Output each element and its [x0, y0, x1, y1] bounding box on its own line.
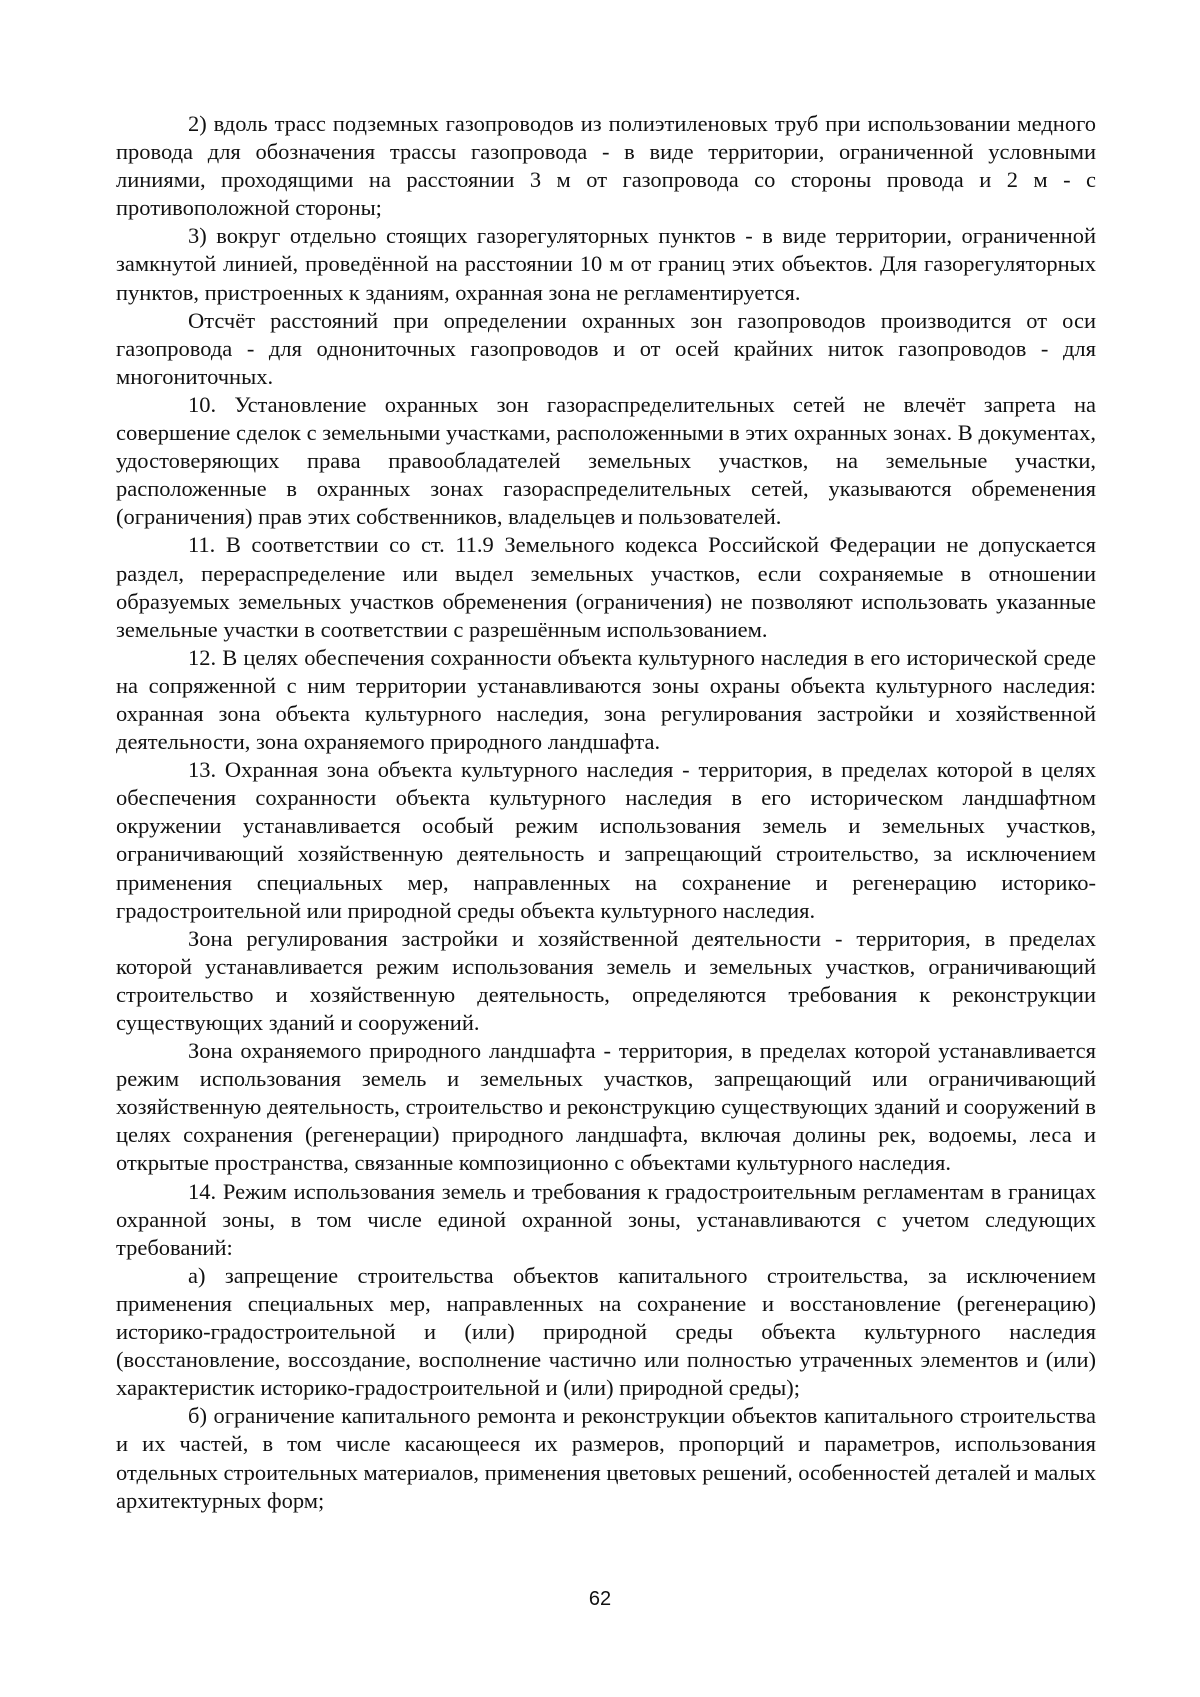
paragraph-10: 10. Установление охранных зон газораспределительных сетей не влечёт запрета на совершение сделок с земельными участками, расположенными в этих охранных зонах. В документах, удостоверяющих права правообладателей земельных участков, на земельные участки, расположенные в охранных зонах газораспределительных сетей, указываются обременения (ограничения) прав этих собственников, владельцев и пользователей.: [116, 391, 1096, 530]
paragraph-14: 14. Режим использования земель и требования к градостроительным регламентам в границах охранной зоны, в том числе единой охранной зоны, устанавливаются с учетом следующих требований:: [116, 1178, 1096, 1260]
paragraph-zone-regulation: Зона регулирования застройки и хозяйственной деятельности - территория, в пределах которой устанавливается режим использования земель и земельных участков, ограничивающий строительство и хозяйственную деятельность, определяются требования к реконструкции существующих зданий и сооружений.: [116, 925, 1096, 1035]
paragraph-distance-measurement: Отсчёт расстояний при определении охранных зон газопроводов производится от оси газопровода - для однониточных газопроводов и от осей крайних ниток газопроводов - для многониточных.: [116, 307, 1096, 389]
page-number: 62: [588, 1588, 612, 1610]
paragraph-12: 12. В целях обеспечения сохранности объекта культурного наследия в его исторической среде на сопряженной с ним территории устанавливаются зоны охраны объекта культурного наследия: охранная зона объекта культурного наследия, зона регулирования застройки и хозяйственной деятельности, зона охраняемого природного ландшафта.: [116, 644, 1096, 755]
paragraph-item-2: 2) вдоль трасс подземных газопроводов из полиэтиленовых труб при использовании медного провода для обозначения трассы газопровода - в виде территории, ограниченной условными линиями, проходящими на расстоянии 3 м от газопровода со стороны провода и 2 м - с противоположной стороны;: [116, 111, 1096, 221]
paragraph-zone-landscape: Зона охраняемого природного ландшафта - территория, в пределах которой устанавливается режим использования земель и земельных участков, запрещающий или ограничивающий хозяйственную деятельность, строительство и реконструкцию существующих зданий и сооружений в целях сохранения (регенерации) природного ландшафта, включая долины рек, водоемы, леса и открытые пространства, связанные композиционно с объектами культурного наследия.: [116, 1038, 1096, 1176]
paragraph-item-a: а) запрещение строительства объектов капитального строительства, за исключением применения специальных мер, направленных на сохранение и восстановление (регенерацию) историко-градостроительной и (или) природной среды объекта культурного наследия (восстановление, воссоздание, восполнение частично или полностью утраченных элементов и (или) характеристик историко-градостроительной и (или) природной среды);: [116, 1262, 1096, 1401]
paragraph-item-3: 3) вокруг отдельно стоящих газорегуляторных пунктов - в виде территории, ограниченной замкнутой линией, проведённой на расстоянии 10 м от границ этих объектов. Для газорегуляторных пунктов, пристроенных к зданиям, охранная зона не регламентируется.: [116, 223, 1096, 305]
paragraph-11: 11. В соответствии со ст. 11.9 Земельного кодекса Российской Федерации не допускается раздел, перераспределение или выдел земельных участков, если сохраняемые в отношении образуемых земельных участков обременения (ограничения) не позволяют использовать указанные земельные участки в соответствии с разрешённым использованием.: [116, 532, 1096, 642]
document-body: [116, 110, 1096, 1515]
paragraph-13: 13. Охранная зона объекта культурного наследия - территория, в пределах которой в целях обеспечения сохранности объекта культурного наследия в его историческом ландшафтном окружении устанавливается особый режим использования земель и земельных участков, ограничивающий хозяйственную деятельность и запрещающий строительство, за исключением применения специальных мер, направленных на сохранение и регенерацию историко-градостроительной или природной среды объекта культурного наследия.: [116, 757, 1096, 923]
paragraph-item-b: б) ограничение капитального ремонта и реконструкции объектов капитального строительства и их частей, в том числе касающееся их размеров, пропорций и параметров, использования отдельных строительных материалов, применения цветовых решений, особенностей деталей и малых архитектурных форм;: [116, 1403, 1096, 1513]
